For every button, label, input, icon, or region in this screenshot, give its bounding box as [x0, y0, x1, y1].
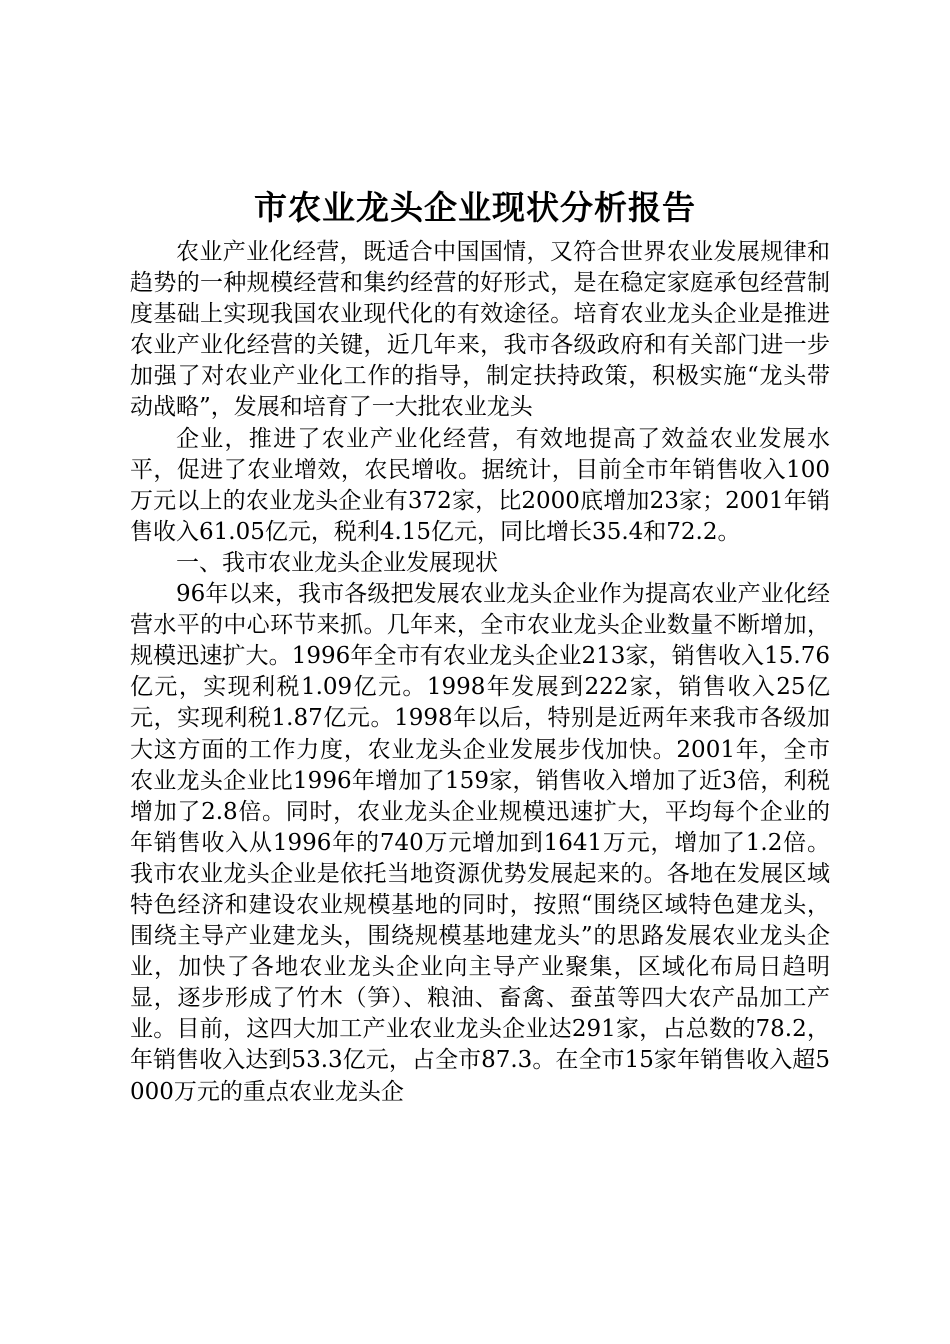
- document-body: [130, 237, 830, 1108]
- section-heading: 一、我市农业龙头企业发展现状: [176, 549, 498, 576]
- paragraph-development: 96年以来，我市各级把发展农业龙头企业作为提高农业产业化经营水平的中心环节来抓。几年来，全市农业龙头企业数量不断增加，规模迅速扩大。1996年全市有农业龙头企业213家，销售收入15.76亿元，实现利税1.09亿元。1998年发展到222家，销售收入25亿元，实现利税1.87亿元。1998年以后，特别是近两年来我市各级加大这方面的工作力度，农业龙头企业发展步伐加快。2001年，全市农业龙头企业比1996年增加了159家，销售收入增加了近3倍，利税增加了2.8倍。同时，农业龙头企业规模迅速扩大，平均每个企业的年销售收入从1996年的740万元增加到1641万元，增加了1.2倍。我市农业龙头企业是依托当地资源优势发展起来的。各地在发展区域特色经济和建设农业规模基地的同时，按照“围绕区域特色建龙头，围绕主导产业建龙头，围绕规模基地建龙头”的思路发展农业龙头企业，加快了各地农业龙头企业向主导产业聚集，区域化布局日趋明显，逐步形成了竹木（笋）、粮油、畜禽、蚕茧等四大农产品加工产业。目前，这四大加工产业农业龙头企业达291家，占总数的78.2，年销售收入达到53.3亿元，占全市87.3。在全市15家年销售收入超5000万元的重点农业龙头企: [130, 581, 830, 1105]
- document-title: 市农业龙头企业现状分析报告: [254, 188, 696, 227]
- paragraph-intro: 农业产业化经营，既适合中国国情，又符合世界农业发展规律和趋势的一种规模经营和集约经营的好形式，是在稳定家庭承包经营制度基础上实现我国农业现代化的有效途径。培育农业龙头企业是推进农业产业化经营的关键，近几年来，我市各级政府和有关部门进一步加强了对农业产业化工作的指导，制定扶持政策，积极实施“龙头带动战略”，发展和培育了一大批农业龙头: [130, 239, 830, 421]
- paragraph-statistics: 企业，推进了农业产业化经营，有效地提高了效益农业发展水平，促进了农业增效，农民增收。据统计，目前全市年销售收入100万元以上的农业龙头企业有372家，比2000底增加23家；2001年销售收入61.05亿元，税利4.15亿元，同比增长35.4和72.2。: [130, 425, 830, 545]
